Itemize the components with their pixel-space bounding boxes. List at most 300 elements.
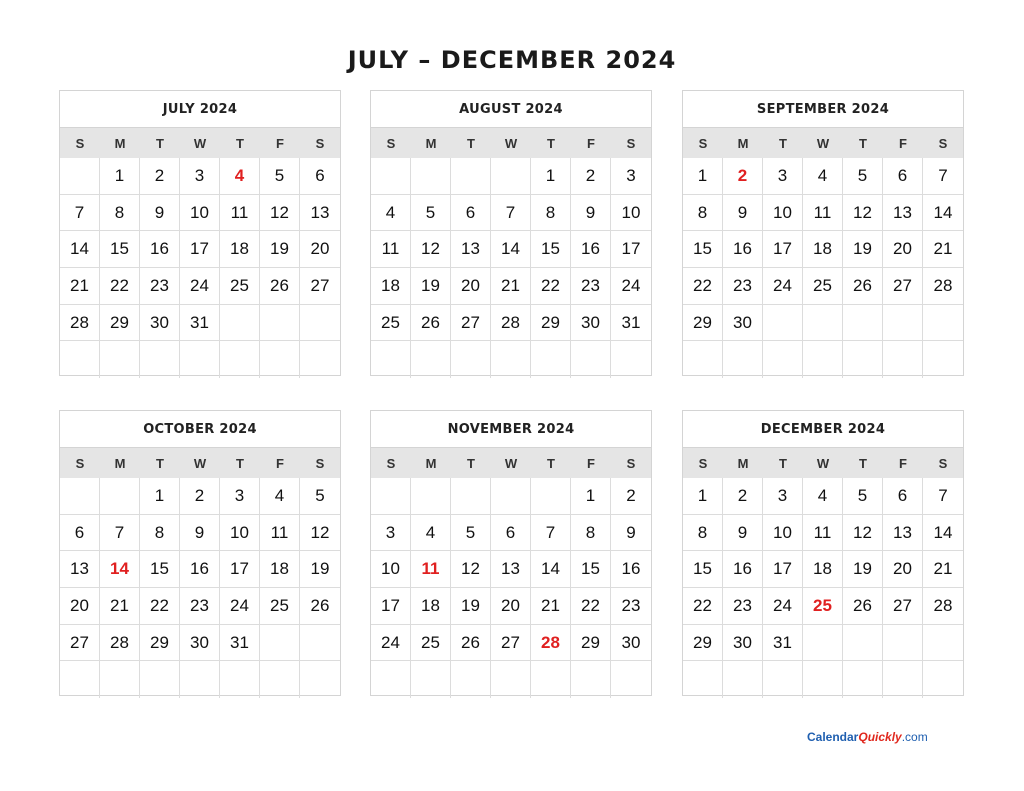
- day-cell: 13: [883, 515, 923, 552]
- weekday-label: S: [75, 136, 85, 151]
- empty-day-cell: [300, 341, 340, 378]
- day-cell: 29: [100, 305, 140, 342]
- holiday-day-cell: 25: [803, 588, 843, 625]
- day-cell: 10: [371, 551, 411, 588]
- weekday-label: T: [156, 456, 164, 471]
- day-cell: 2: [571, 158, 611, 195]
- empty-day-cell: [843, 625, 883, 662]
- day-cell: 22: [571, 588, 611, 625]
- days-grid: [371, 478, 651, 698]
- day-cell: 8: [571, 515, 611, 552]
- day-cell: 30: [140, 305, 180, 342]
- day-cell: 2: [180, 478, 220, 515]
- empty-day-cell: [883, 661, 923, 698]
- day-cell: 27: [883, 588, 923, 625]
- day-cell: 30: [611, 625, 651, 662]
- brand-logo[interactable]: [807, 730, 928, 744]
- day-cell: 13: [883, 195, 923, 232]
- weekday-label: M: [114, 136, 126, 151]
- weekday-label: F: [587, 456, 595, 471]
- day-cell: 21: [60, 268, 100, 305]
- day-cell: 19: [260, 231, 300, 268]
- empty-day-cell: [371, 478, 411, 515]
- day-cell: 18: [220, 231, 260, 268]
- month-title: NOVEMBER 2024: [371, 411, 651, 448]
- weekday-label: S: [75, 456, 85, 471]
- empty-day-cell: [411, 341, 451, 378]
- day-cell: 26: [411, 305, 451, 342]
- day-cell: 6: [883, 158, 923, 195]
- day-cell: 22: [683, 588, 723, 625]
- empty-day-cell: [571, 341, 611, 378]
- empty-day-cell: [60, 478, 100, 515]
- brand-logo-part3: .com: [901, 730, 928, 744]
- day-cell: 1: [683, 158, 723, 195]
- empty-day-cell: [100, 478, 140, 515]
- weekday-label: S: [698, 136, 708, 151]
- empty-day-cell: [260, 661, 300, 698]
- day-cell: 3: [611, 158, 651, 195]
- day-cell: 13: [451, 231, 491, 268]
- day-cell: 28: [60, 305, 100, 342]
- day-cell: 16: [140, 231, 180, 268]
- weekday-label: M: [737, 456, 749, 471]
- month-calendar: [682, 410, 964, 696]
- day-cell: 18: [411, 588, 451, 625]
- weekday-label: T: [547, 456, 555, 471]
- day-cell: 18: [371, 268, 411, 305]
- day-cell: 18: [260, 551, 300, 588]
- empty-day-cell: [260, 305, 300, 342]
- day-cell: 5: [843, 158, 883, 195]
- empty-day-cell: [180, 661, 220, 698]
- empty-day-cell: [803, 305, 843, 342]
- day-cell: 22: [683, 268, 723, 305]
- day-cell: 2: [611, 478, 651, 515]
- empty-day-cell: [611, 661, 651, 698]
- day-cell: 16: [180, 551, 220, 588]
- holiday-day-cell: 4: [220, 158, 260, 195]
- day-cell: 7: [923, 158, 963, 195]
- day-cell: 9: [571, 195, 611, 232]
- empty-day-cell: [451, 158, 491, 195]
- day-cell: 10: [763, 515, 803, 552]
- empty-day-cell: [843, 661, 883, 698]
- day-cell: 17: [371, 588, 411, 625]
- weekday-label: W: [193, 456, 207, 471]
- day-cell: 29: [683, 305, 723, 342]
- empty-day-cell: [60, 661, 100, 698]
- day-cell: 6: [883, 478, 923, 515]
- weekday-header: [683, 128, 963, 158]
- day-cell: 19: [451, 588, 491, 625]
- day-cell: 1: [140, 478, 180, 515]
- day-cell: 13: [60, 551, 100, 588]
- empty-day-cell: [923, 625, 963, 662]
- day-cell: 12: [451, 551, 491, 588]
- month-calendar: [370, 410, 652, 696]
- day-cell: 14: [923, 515, 963, 552]
- weekday-label: S: [626, 456, 636, 471]
- days-grid: [371, 158, 651, 378]
- empty-day-cell: [531, 341, 571, 378]
- day-cell: 23: [723, 268, 763, 305]
- day-cell: 16: [611, 551, 651, 588]
- month-calendar: [682, 90, 964, 376]
- weekday-label: S: [386, 456, 396, 471]
- day-cell: 5: [411, 195, 451, 232]
- day-cell: 30: [180, 625, 220, 662]
- weekday-label: M: [737, 136, 749, 151]
- empty-day-cell: [883, 341, 923, 378]
- day-cell: 7: [491, 195, 531, 232]
- day-cell: 8: [683, 195, 723, 232]
- empty-day-cell: [843, 305, 883, 342]
- day-cell: 11: [260, 515, 300, 552]
- day-cell: 11: [371, 231, 411, 268]
- day-cell: 3: [180, 158, 220, 195]
- weekday-label: T: [236, 136, 244, 151]
- empty-day-cell: [763, 661, 803, 698]
- month-title: OCTOBER 2024: [60, 411, 340, 448]
- day-cell: 24: [763, 268, 803, 305]
- day-cell: 29: [531, 305, 571, 342]
- day-cell: 29: [571, 625, 611, 662]
- day-cell: 26: [300, 588, 340, 625]
- day-cell: 7: [923, 478, 963, 515]
- day-cell: 24: [611, 268, 651, 305]
- weekday-header: [60, 448, 340, 478]
- empty-day-cell: [451, 661, 491, 698]
- empty-day-cell: [451, 478, 491, 515]
- day-cell: 17: [611, 231, 651, 268]
- empty-day-cell: [371, 158, 411, 195]
- day-cell: 17: [763, 231, 803, 268]
- empty-day-cell: [883, 305, 923, 342]
- day-cell: 28: [923, 268, 963, 305]
- holiday-day-cell: 14: [100, 551, 140, 588]
- empty-day-cell: [683, 661, 723, 698]
- day-cell: 4: [371, 195, 411, 232]
- day-cell: 26: [260, 268, 300, 305]
- weekday-header: [371, 448, 651, 478]
- day-cell: 29: [683, 625, 723, 662]
- weekday-label: F: [899, 456, 907, 471]
- day-cell: 19: [843, 551, 883, 588]
- weekday-label: F: [276, 456, 284, 471]
- day-cell: 18: [803, 231, 843, 268]
- weekday-label: M: [114, 456, 126, 471]
- day-cell: 6: [60, 515, 100, 552]
- day-cell: 4: [260, 478, 300, 515]
- day-cell: 20: [60, 588, 100, 625]
- day-cell: 3: [371, 515, 411, 552]
- month-title: JULY 2024: [60, 91, 340, 128]
- weekday-label: S: [698, 456, 708, 471]
- empty-day-cell: [803, 625, 843, 662]
- empty-day-cell: [723, 661, 763, 698]
- day-cell: 13: [300, 195, 340, 232]
- day-cell: 2: [723, 478, 763, 515]
- day-cell: 16: [571, 231, 611, 268]
- day-cell: 1: [531, 158, 571, 195]
- day-cell: 8: [100, 195, 140, 232]
- day-cell: 27: [60, 625, 100, 662]
- day-cell: 25: [220, 268, 260, 305]
- day-cell: 10: [180, 195, 220, 232]
- weekday-label: T: [467, 456, 475, 471]
- day-cell: 14: [531, 551, 571, 588]
- empty-day-cell: [371, 341, 411, 378]
- day-cell: 20: [451, 268, 491, 305]
- day-cell: 20: [883, 551, 923, 588]
- month-title: AUGUST 2024: [371, 91, 651, 128]
- weekday-label: T: [547, 136, 555, 151]
- empty-day-cell: [611, 341, 651, 378]
- empty-day-cell: [491, 478, 531, 515]
- empty-day-cell: [180, 341, 220, 378]
- empty-day-cell: [60, 341, 100, 378]
- weekday-label: W: [504, 456, 518, 471]
- day-cell: 5: [260, 158, 300, 195]
- day-cell: 15: [100, 231, 140, 268]
- day-cell: 9: [723, 195, 763, 232]
- days-grid: [60, 478, 340, 698]
- day-cell: 6: [491, 515, 531, 552]
- weekday-label: W: [816, 456, 830, 471]
- day-cell: 30: [723, 305, 763, 342]
- day-cell: 24: [763, 588, 803, 625]
- weekday-label: T: [236, 456, 244, 471]
- weekday-label: W: [193, 136, 207, 151]
- day-cell: 23: [571, 268, 611, 305]
- day-cell: 23: [140, 268, 180, 305]
- empty-day-cell: [140, 341, 180, 378]
- day-cell: 3: [763, 478, 803, 515]
- empty-day-cell: [260, 341, 300, 378]
- day-cell: 5: [843, 478, 883, 515]
- weekday-header: [683, 448, 963, 478]
- month-title: SEPTEMBER 2024: [683, 91, 963, 128]
- day-cell: 21: [923, 231, 963, 268]
- empty-day-cell: [300, 305, 340, 342]
- day-cell: 31: [763, 625, 803, 662]
- empty-day-cell: [220, 305, 260, 342]
- month-calendar: [59, 90, 341, 376]
- empty-day-cell: [100, 661, 140, 698]
- empty-day-cell: [803, 661, 843, 698]
- day-cell: 5: [300, 478, 340, 515]
- brand-logo-part2: Quickly: [858, 730, 902, 744]
- day-cell: 2: [140, 158, 180, 195]
- day-cell: 15: [140, 551, 180, 588]
- holiday-day-cell: 11: [411, 551, 451, 588]
- empty-day-cell: [411, 158, 451, 195]
- day-cell: 6: [300, 158, 340, 195]
- days-grid: [683, 158, 963, 378]
- day-cell: 9: [180, 515, 220, 552]
- day-cell: 19: [843, 231, 883, 268]
- day-cell: 31: [220, 625, 260, 662]
- day-cell: 10: [763, 195, 803, 232]
- day-cell: 30: [571, 305, 611, 342]
- day-cell: 5: [451, 515, 491, 552]
- day-cell: 20: [883, 231, 923, 268]
- empty-day-cell: [571, 661, 611, 698]
- empty-day-cell: [923, 341, 963, 378]
- empty-day-cell: [300, 625, 340, 662]
- day-cell: 25: [411, 625, 451, 662]
- day-cell: 28: [491, 305, 531, 342]
- day-cell: 12: [843, 195, 883, 232]
- weekday-label: S: [315, 136, 325, 151]
- day-cell: 25: [260, 588, 300, 625]
- weekday-label: T: [859, 456, 867, 471]
- day-cell: 22: [140, 588, 180, 625]
- page-title: JULY – DECEMBER 2024: [347, 46, 677, 74]
- day-cell: 23: [180, 588, 220, 625]
- day-cell: 9: [723, 515, 763, 552]
- day-cell: 3: [220, 478, 260, 515]
- day-cell: 11: [803, 515, 843, 552]
- empty-day-cell: [411, 661, 451, 698]
- day-cell: 1: [683, 478, 723, 515]
- day-cell: 14: [923, 195, 963, 232]
- day-cell: 17: [180, 231, 220, 268]
- weekday-label: W: [504, 136, 518, 151]
- empty-day-cell: [923, 661, 963, 698]
- brand-logo-part1: Calendar: [807, 730, 859, 744]
- day-cell: 31: [180, 305, 220, 342]
- day-cell: 8: [140, 515, 180, 552]
- empty-day-cell: [140, 661, 180, 698]
- day-cell: 26: [451, 625, 491, 662]
- empty-day-cell: [100, 341, 140, 378]
- empty-day-cell: [763, 341, 803, 378]
- empty-day-cell: [371, 661, 411, 698]
- day-cell: 29: [140, 625, 180, 662]
- day-cell: 19: [300, 551, 340, 588]
- empty-day-cell: [220, 661, 260, 698]
- weekday-label: M: [425, 456, 437, 471]
- day-cell: 11: [803, 195, 843, 232]
- days-grid: [60, 158, 340, 378]
- day-cell: 11: [220, 195, 260, 232]
- day-cell: 4: [803, 158, 843, 195]
- empty-day-cell: [883, 625, 923, 662]
- empty-day-cell: [411, 478, 451, 515]
- weekday-label: T: [779, 136, 787, 151]
- day-cell: 3: [763, 158, 803, 195]
- day-cell: 10: [220, 515, 260, 552]
- day-cell: 7: [60, 195, 100, 232]
- weekday-label: S: [315, 456, 325, 471]
- day-cell: 17: [763, 551, 803, 588]
- empty-day-cell: [803, 341, 843, 378]
- day-cell: 15: [683, 551, 723, 588]
- weekday-header: [60, 128, 340, 158]
- day-cell: 1: [571, 478, 611, 515]
- empty-day-cell: [531, 478, 571, 515]
- days-grid: [683, 478, 963, 698]
- month-calendar: [370, 90, 652, 376]
- day-cell: 25: [371, 305, 411, 342]
- day-cell: 8: [683, 515, 723, 552]
- weekday-label: S: [938, 456, 948, 471]
- day-cell: 26: [843, 588, 883, 625]
- day-cell: 21: [923, 551, 963, 588]
- empty-day-cell: [723, 341, 763, 378]
- day-cell: 12: [300, 515, 340, 552]
- day-cell: 27: [883, 268, 923, 305]
- day-cell: 21: [531, 588, 571, 625]
- day-cell: 28: [923, 588, 963, 625]
- day-cell: 27: [300, 268, 340, 305]
- day-cell: 15: [683, 231, 723, 268]
- weekday-label: T: [859, 136, 867, 151]
- day-cell: 4: [803, 478, 843, 515]
- empty-day-cell: [60, 158, 100, 195]
- day-cell: 17: [220, 551, 260, 588]
- weekday-label: F: [899, 136, 907, 151]
- day-cell: 31: [611, 305, 651, 342]
- weekday-label: T: [779, 456, 787, 471]
- empty-day-cell: [531, 661, 571, 698]
- empty-day-cell: [220, 341, 260, 378]
- holiday-day-cell: 2: [723, 158, 763, 195]
- day-cell: 21: [491, 268, 531, 305]
- empty-day-cell: [491, 341, 531, 378]
- holiday-day-cell: 28: [531, 625, 571, 662]
- day-cell: 1: [100, 158, 140, 195]
- weekday-label: S: [626, 136, 636, 151]
- weekday-header: [371, 128, 651, 158]
- day-cell: 16: [723, 231, 763, 268]
- day-cell: 24: [220, 588, 260, 625]
- weekday-label: F: [276, 136, 284, 151]
- day-cell: 14: [60, 231, 100, 268]
- weekday-label: W: [816, 136, 830, 151]
- day-cell: 12: [260, 195, 300, 232]
- empty-day-cell: [923, 305, 963, 342]
- day-cell: 26: [843, 268, 883, 305]
- day-cell: 27: [491, 625, 531, 662]
- day-cell: 15: [531, 231, 571, 268]
- empty-day-cell: [843, 341, 883, 378]
- empty-day-cell: [491, 158, 531, 195]
- empty-day-cell: [451, 341, 491, 378]
- day-cell: 22: [100, 268, 140, 305]
- day-cell: 21: [100, 588, 140, 625]
- day-cell: 24: [371, 625, 411, 662]
- day-cell: 30: [723, 625, 763, 662]
- day-cell: 24: [180, 268, 220, 305]
- weekday-label: S: [938, 136, 948, 151]
- day-cell: 12: [843, 515, 883, 552]
- day-cell: 20: [491, 588, 531, 625]
- day-cell: 13: [491, 551, 531, 588]
- empty-day-cell: [260, 625, 300, 662]
- day-cell: 28: [100, 625, 140, 662]
- day-cell: 25: [803, 268, 843, 305]
- weekday-label: S: [386, 136, 396, 151]
- day-cell: 18: [803, 551, 843, 588]
- day-cell: 19: [411, 268, 451, 305]
- weekday-label: T: [156, 136, 164, 151]
- day-cell: 14: [491, 231, 531, 268]
- day-cell: 7: [100, 515, 140, 552]
- month-calendar: [59, 410, 341, 696]
